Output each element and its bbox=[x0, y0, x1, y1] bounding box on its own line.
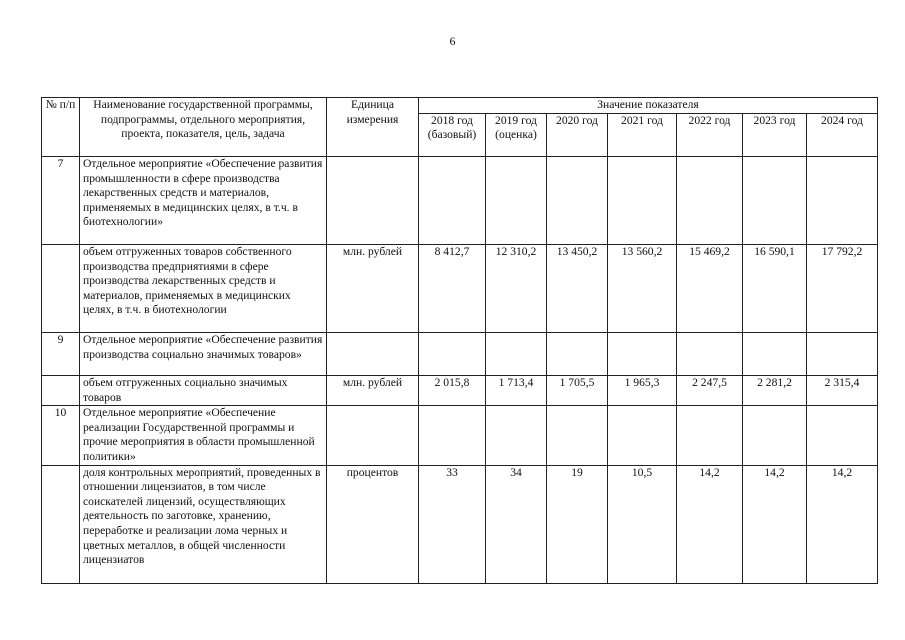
row-value bbox=[608, 157, 677, 245]
row-no: 10 bbox=[42, 406, 80, 465]
row-value: 15 469,2 bbox=[677, 245, 743, 333]
row-value bbox=[547, 406, 608, 465]
row-value bbox=[743, 157, 807, 245]
page-number: 6 bbox=[449, 34, 456, 48]
row-value: 2 015,8 bbox=[419, 376, 486, 406]
row-value: 13 560,2 bbox=[608, 245, 677, 333]
row-value: 14,2 bbox=[743, 465, 807, 583]
row-value: 34 bbox=[486, 465, 547, 583]
row-value: 13 450,2 bbox=[547, 245, 608, 333]
row-value bbox=[743, 333, 807, 376]
header-no: № п/п bbox=[42, 98, 80, 157]
row-value: 2 281,2 bbox=[743, 376, 807, 406]
row-no bbox=[42, 245, 80, 333]
header-year: 2020 год bbox=[547, 113, 608, 156]
row-name: Отдельное мероприятие «Обеспечение развития промышленности в сфере производства лекарственных средств и материалов, применяемых в медицинских целях, в т.ч. в биотехнологии» bbox=[80, 157, 327, 245]
row-value bbox=[486, 157, 547, 245]
row-unit: млн. рублей bbox=[327, 245, 419, 333]
row-value bbox=[608, 406, 677, 465]
header-name: Наименование государственной программы, подпрограммы, отдельного мероприятия, проекта, показателя, цель, задача bbox=[80, 98, 327, 157]
table-row bbox=[42, 245, 878, 333]
row-value bbox=[807, 406, 878, 465]
header-year: 2023 год bbox=[743, 113, 807, 156]
header-year: 2022 год bbox=[677, 113, 743, 156]
header-year: 2019 год (оценка) bbox=[486, 113, 547, 156]
row-no bbox=[42, 376, 80, 406]
row-name: объем отгруженных товаров собственного производства предприятиями в сфере производства лекарственных средств и материалов, применяемых в медицинских целях, в т.ч. в биотехнологии bbox=[80, 245, 327, 333]
row-no bbox=[42, 465, 80, 583]
row-value: 10,5 bbox=[608, 465, 677, 583]
row-unit: процентов bbox=[327, 465, 419, 583]
row-value: 19 bbox=[547, 465, 608, 583]
header-unit: Единица измерения bbox=[327, 98, 419, 157]
row-no: 7 bbox=[42, 157, 80, 245]
row-value: 1 705,5 bbox=[547, 376, 608, 406]
row-unit bbox=[327, 157, 419, 245]
row-name: Отдельное мероприятие «Обеспечение реализации Государственной программы и прочие мероприятия в области промышленной политики» bbox=[80, 406, 327, 465]
table-row bbox=[42, 465, 878, 583]
table-row bbox=[42, 157, 878, 245]
row-name: доля контрольных мероприятий, проведенных в отношении лицензиатов, в том числе соискателей лицензий, осуществляющих деятельность по заготовке, хранению, переработке и реализации лома черных и цветных металлов, в общей численности лицензиатов bbox=[80, 465, 327, 583]
row-value bbox=[807, 157, 878, 245]
row-value bbox=[419, 157, 486, 245]
row-value bbox=[608, 333, 677, 376]
row-value: 33 bbox=[419, 465, 486, 583]
row-value: 17 792,2 bbox=[807, 245, 878, 333]
row-value bbox=[677, 157, 743, 245]
header-row bbox=[42, 98, 878, 114]
row-value bbox=[547, 157, 608, 245]
row-value bbox=[486, 333, 547, 376]
row-value bbox=[677, 333, 743, 376]
row-unit bbox=[327, 333, 419, 376]
row-value bbox=[743, 406, 807, 465]
row-no: 9 bbox=[42, 333, 80, 376]
row-value bbox=[419, 333, 486, 376]
row-value: 14,2 bbox=[677, 465, 743, 583]
row-unit: млн. рублей bbox=[327, 376, 419, 406]
header-year: 2018 год (базовый) bbox=[419, 113, 486, 156]
row-value: 14,2 bbox=[807, 465, 878, 583]
table-row bbox=[42, 376, 878, 406]
row-value: 8 412,7 bbox=[419, 245, 486, 333]
row-value bbox=[486, 406, 547, 465]
row-value bbox=[547, 333, 608, 376]
row-name: объем отгруженных социально значимых товаров bbox=[80, 376, 327, 406]
table-row bbox=[42, 406, 878, 465]
row-value: 16 590,1 bbox=[743, 245, 807, 333]
row-value: 12 310,2 bbox=[486, 245, 547, 333]
header-year: 2021 год bbox=[608, 113, 677, 156]
row-value: 1 965,3 bbox=[608, 376, 677, 406]
row-value bbox=[807, 333, 878, 376]
row-value bbox=[419, 406, 486, 465]
header-value-group: Значение показателя bbox=[419, 98, 878, 114]
row-name: Отдельное мероприятие «Обеспечение развития производства социально значимых товаров» bbox=[80, 333, 327, 376]
row-unit bbox=[327, 406, 419, 465]
row-value bbox=[677, 406, 743, 465]
header-year: 2024 год bbox=[807, 113, 878, 156]
table-row bbox=[42, 333, 878, 376]
row-value: 2 315,4 bbox=[807, 376, 878, 406]
indicator-table bbox=[41, 97, 878, 584]
row-value: 1 713,4 bbox=[486, 376, 547, 406]
row-value: 2 247,5 bbox=[677, 376, 743, 406]
